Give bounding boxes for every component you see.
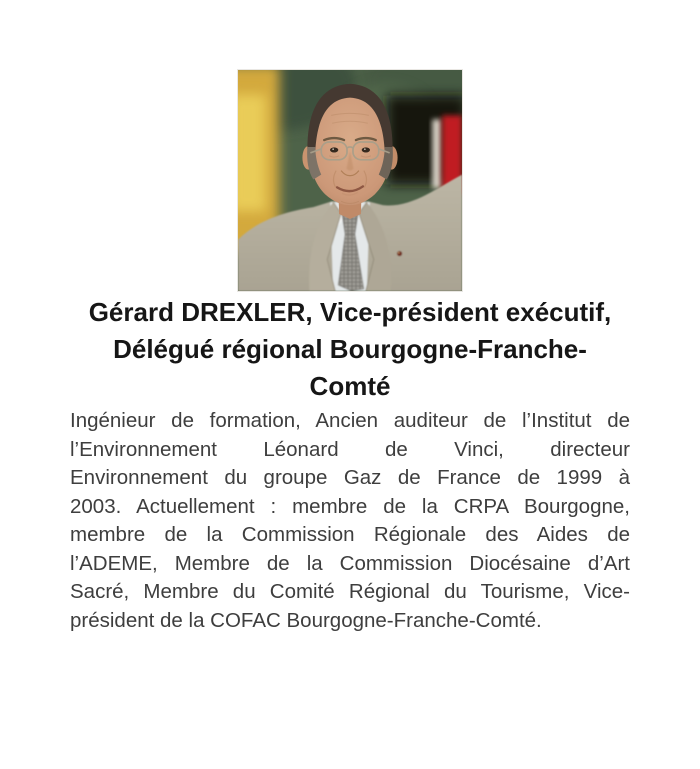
profile-name-heading [0, 294, 700, 405]
bio-line-3: Environnement du groupe Gaz de France de 1999 à [70, 466, 630, 489]
portrait-illustration [238, 70, 462, 291]
lapel-pin [397, 251, 402, 256]
bio-line-4: 2003. Actuellement : membre de la CRPA Bourgogne, [70, 494, 630, 518]
bio-line-2: l’Environnement Léonard de Vinci, directeur [70, 437, 630, 461]
bio-line-8: président de la COFAC Bourgogne-Franche-Comté. [70, 608, 542, 632]
white-book-spine [432, 119, 441, 188]
heading-line-1: Gérard DREXLER, Vice-président exécutif, [88, 297, 612, 327]
bio-paragraph [70, 407, 630, 635]
portrait-photo [237, 69, 463, 292]
bio-line-7: Sacré, Membre du Comité Régional du Tourisme, Vice- [70, 580, 630, 603]
heading-line-3: Comté [309, 371, 391, 401]
page [0, 69, 700, 769]
heading-line-2: Délégué régional Bourgogne-Franche- [113, 334, 587, 364]
eye-right [362, 147, 370, 152]
bio-line-6: l’ADEME, Membre de la Commission Diocésaine d’Art [70, 551, 630, 575]
bio-line-5: membre de la Commission Régionale des Aides de [70, 523, 630, 546]
bio-line-1: Ingénieur de formation, Ancien auditeur de l’Institut de [70, 409, 630, 432]
eye-left [330, 147, 338, 152]
profile-card [0, 69, 700, 769]
